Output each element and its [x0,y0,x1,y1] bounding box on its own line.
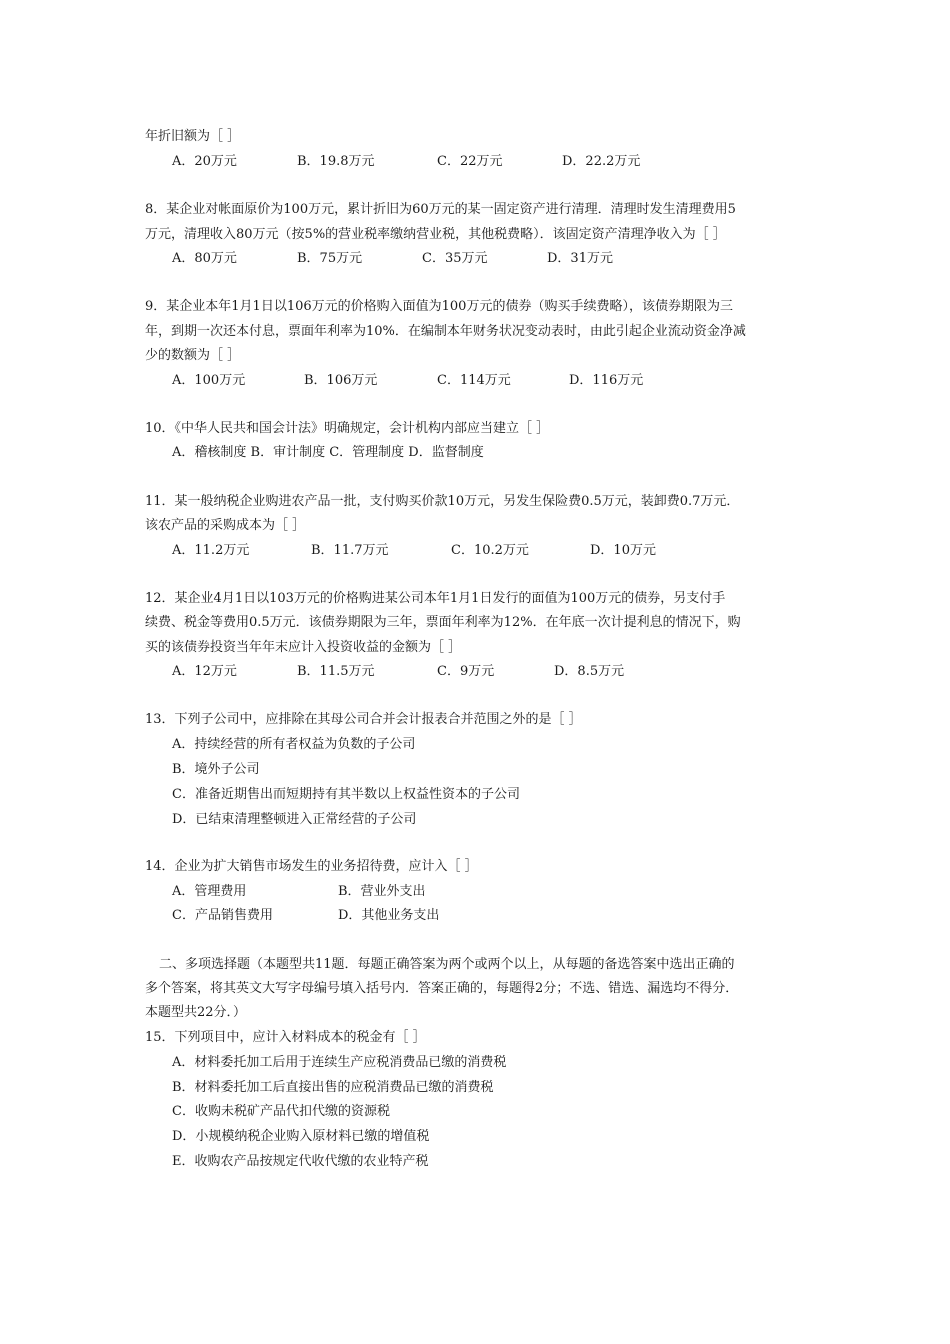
question-text: 年折旧额为［ ］ [145,129,241,144]
option-b: B．材料委托加工后直接出售的应税消费品已缴的消费税 [172,1080,494,1095]
question-text: 10．《中华人民共和国会计法》明确规定，会计机构内部应当建立［ ］ [145,421,550,436]
option-a: A．80万元 [172,251,237,266]
option-c: C．10.2万元 [451,543,529,558]
option-d: D．116万元 [569,373,644,388]
option-d: D．8.5万元 [554,664,625,679]
option-d: D．小规模纳税企业购入原材料已缴的增值税 [172,1129,430,1144]
option-a: A．管理费用 [172,884,247,899]
option-d: D．10万元 [590,543,656,558]
question-text: 14．企业为扩大销售市场发生的业务招待费，应计入［ ］ [145,859,478,874]
option-d: D．31万元 [547,251,613,266]
option-a: A．12万元 [172,664,237,679]
question-text: 8．某企业对帐面原价为100万元，累计折旧为60万元的某一固定资产进行清理．清理时发生清理费用5 [145,202,736,217]
option-c: C．35万元 [422,251,488,266]
question-text: 年，到期一次还本付息，票面年利率为10%．在编制本年财务状况变动表时，由此引起企业流动资金净减 [145,324,746,339]
question-text: 13．下列子公司中，应排除在其母公司合并会计报表合并范围之外的是［ ］ [145,712,582,727]
question-text: 该农产品的采购成本为［ ］ [145,518,306,533]
option-b: B．106万元 [304,373,378,388]
question-text: 11．某一般纳税企业购进农产品一批，支付购买价款10万元，另发生保险费0.5万元，装卸费0.7万元． [145,494,740,509]
question-text: 12．某企业4月1日以103万元的价格购进某公司本年1月1日发行的面值为100万元的债券，另支付手 [145,591,726,606]
option-d: D．其他业务支出 [338,908,440,923]
option-c: C．22万元 [437,154,503,169]
section-text: 二、多项选择题（本题型共11题．每题正确答案为两个或两个以上，从每题的备选答案中选出正确的 [159,957,735,972]
section-text: 多个答案，将其英文大写字母编号填入括号内．答案正确的，每题得2分；不选、错选、漏选均不得分． [145,981,739,996]
option-c: C．收购未税矿产品代扣代缴的资源税 [172,1104,390,1119]
option-a: A．材料委托加工后用于连续生产应税消费品已缴的消费税 [172,1055,507,1070]
option-a: A．持续经营的所有者权益为负数的子公司 [172,737,416,752]
options-line: A．稽核制度 B．审计制度 C．管理制度 D．监督制度 [172,445,484,460]
option-b: B．境外子公司 [172,762,260,777]
option-c: C．准备近期售出而短期持有其半数以上权益性资本的子公司 [172,787,520,802]
option-b: B．营业外支出 [338,884,426,899]
question-text: 9．某企业本年1月1日以106万元的价格购入面值为100万元的债券（购买手续费略），该债券期限为三 [145,299,733,314]
option-b: B．11.5万元 [297,664,375,679]
option-c: C．114万元 [437,373,511,388]
question-text: 买的该债券投资当年年末应计入投资收益的金额为［ ］ [145,640,462,655]
question-text: 万元，清理收入80万元（按5%的营业税率缴纳营业税，其他税费略）．该固定资产清理净收入为［ ］ [145,227,726,242]
option-d: D．22.2万元 [562,154,641,169]
option-a: A．11.2万元 [172,543,250,558]
question-text: 续费、税金等费用0.5万元．该债券期限为三年，票面年利率为12%．在年底一次计提利息的情况下，购 [145,615,741,630]
question-text: 15．下列项目中，应计入材料成本的税金有［ ］ [145,1030,426,1045]
option-c: C．产品销售费用 [172,908,273,923]
option-a: A．20万元 [172,154,237,169]
option-b: B．75万元 [297,251,363,266]
option-d: D．已结束清理整顿进入正常经营的子公司 [172,812,417,827]
option-c: C．9万元 [437,664,495,679]
option-a: A．100万元 [172,373,246,388]
question-text: 少的数额为［ ］ [145,348,241,363]
section-text: 本题型共22分．） [145,1005,247,1020]
option-b: B．11.7万元 [311,543,389,558]
option-e: E．收购农产品按规定代收代缴的农业特产税 [172,1154,429,1169]
option-b: B．19.8万元 [297,154,375,169]
